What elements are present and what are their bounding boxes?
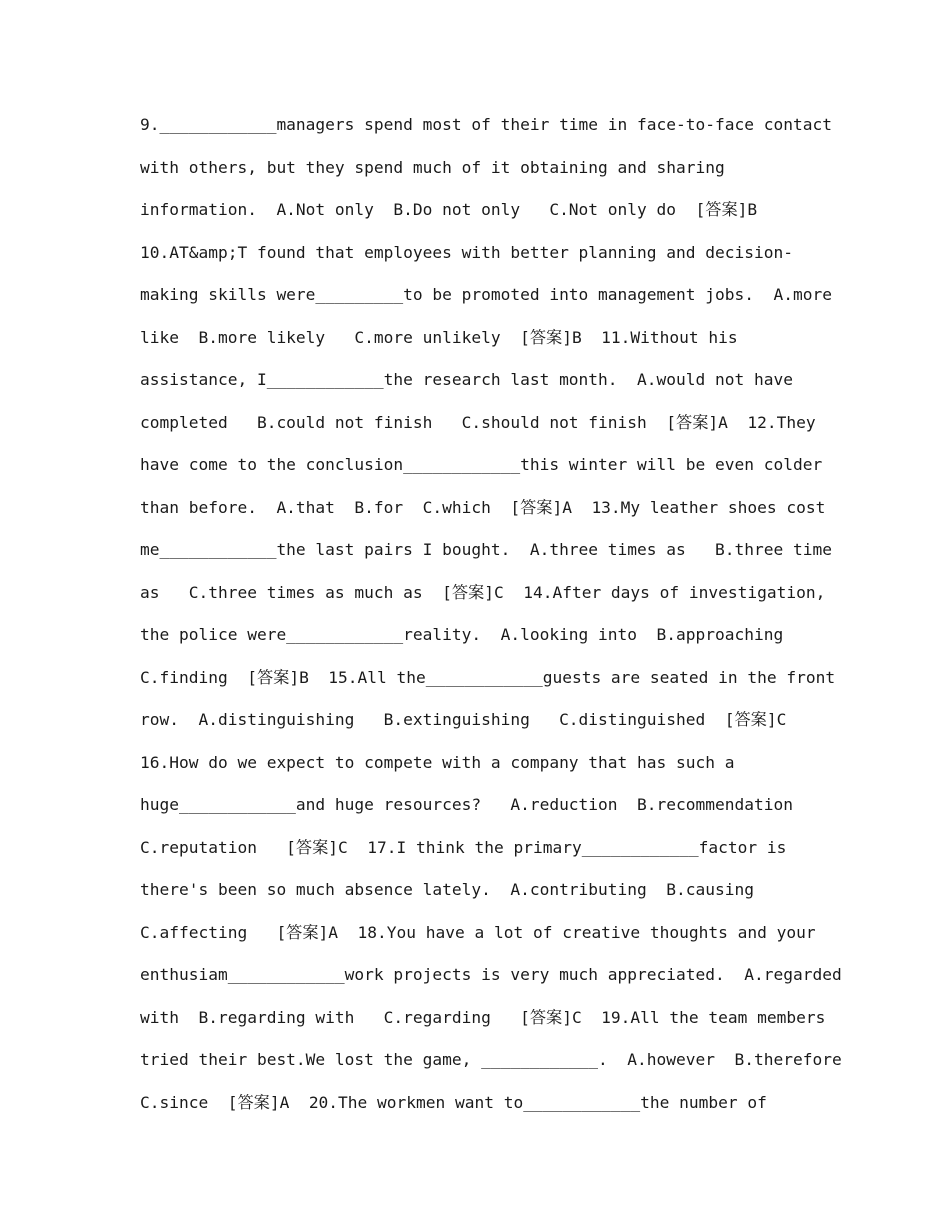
text-line: with B.regarding with C.regarding [答案]C 19.All the team members <box>140 1007 826 1027</box>
text-line: 10.AT&amp;T found that employees with better planning and decision- <box>140 242 793 262</box>
text-line: C.since [答案]A 20.The workmen want to____________the number of <box>140 1092 767 1112</box>
text-line: enthusiam____________work projects is very much appreciated. A.regarded <box>140 965 842 984</box>
text-line: C.reputation [答案]C 17.I think the primary____________factor is <box>140 837 787 857</box>
text-line: than before. A.that B.for C.which [答案]A 13.My leather shoes cost <box>140 497 826 517</box>
text-line: huge____________and huge resources? A.reduction B.recommendation <box>140 795 793 814</box>
text-line: there's been so much absence lately. A.contributing B.causing <box>140 880 754 899</box>
exercise-text <box>140 104 842 1124</box>
text-line: assistance, I____________the research last month. A.would not have <box>140 370 793 389</box>
text-line: completed B.could not finish C.should not finish [答案]A 12.They <box>140 412 816 432</box>
text-line: 9.____________managers spend most of their time in face-to-face contact <box>140 115 832 134</box>
text-line: me____________the last pairs I bought. A.three times as B.three time <box>140 540 832 559</box>
text-line: tried their best.We lost the game, ____________. A.however B.therefore <box>140 1050 842 1069</box>
text-line: with others, but they spend much of it obtaining and sharing <box>140 157 725 177</box>
text-line: row. A.distinguishing B.extinguishing C.distinguished [答案]C <box>140 710 787 729</box>
text-line: as C.three times as much as [答案]C 14.After days of investigation, <box>140 582 826 602</box>
text-line: information. A.Not only B.Do not only C.Not only do [答案]B <box>140 200 758 219</box>
text-line: C.affecting [答案]A 18.You have a lot of creative thoughts and your <box>140 922 816 942</box>
text-line: making skills were_________to be promoted into management jobs. A.more <box>140 285 832 304</box>
text-line: 16.How do we expect to compete with a company that has such a <box>140 752 735 772</box>
text-line: C.finding [答案]B 15.All the____________guests are seated in the front <box>140 667 836 687</box>
text-line: have come to the conclusion____________this winter will be even colder <box>140 455 823 474</box>
text-line: like B.more likely C.more unlikely [答案]B 11.Without his <box>140 327 738 347</box>
text-line: the police were____________reality. A.looking into B.approaching <box>140 625 784 644</box>
